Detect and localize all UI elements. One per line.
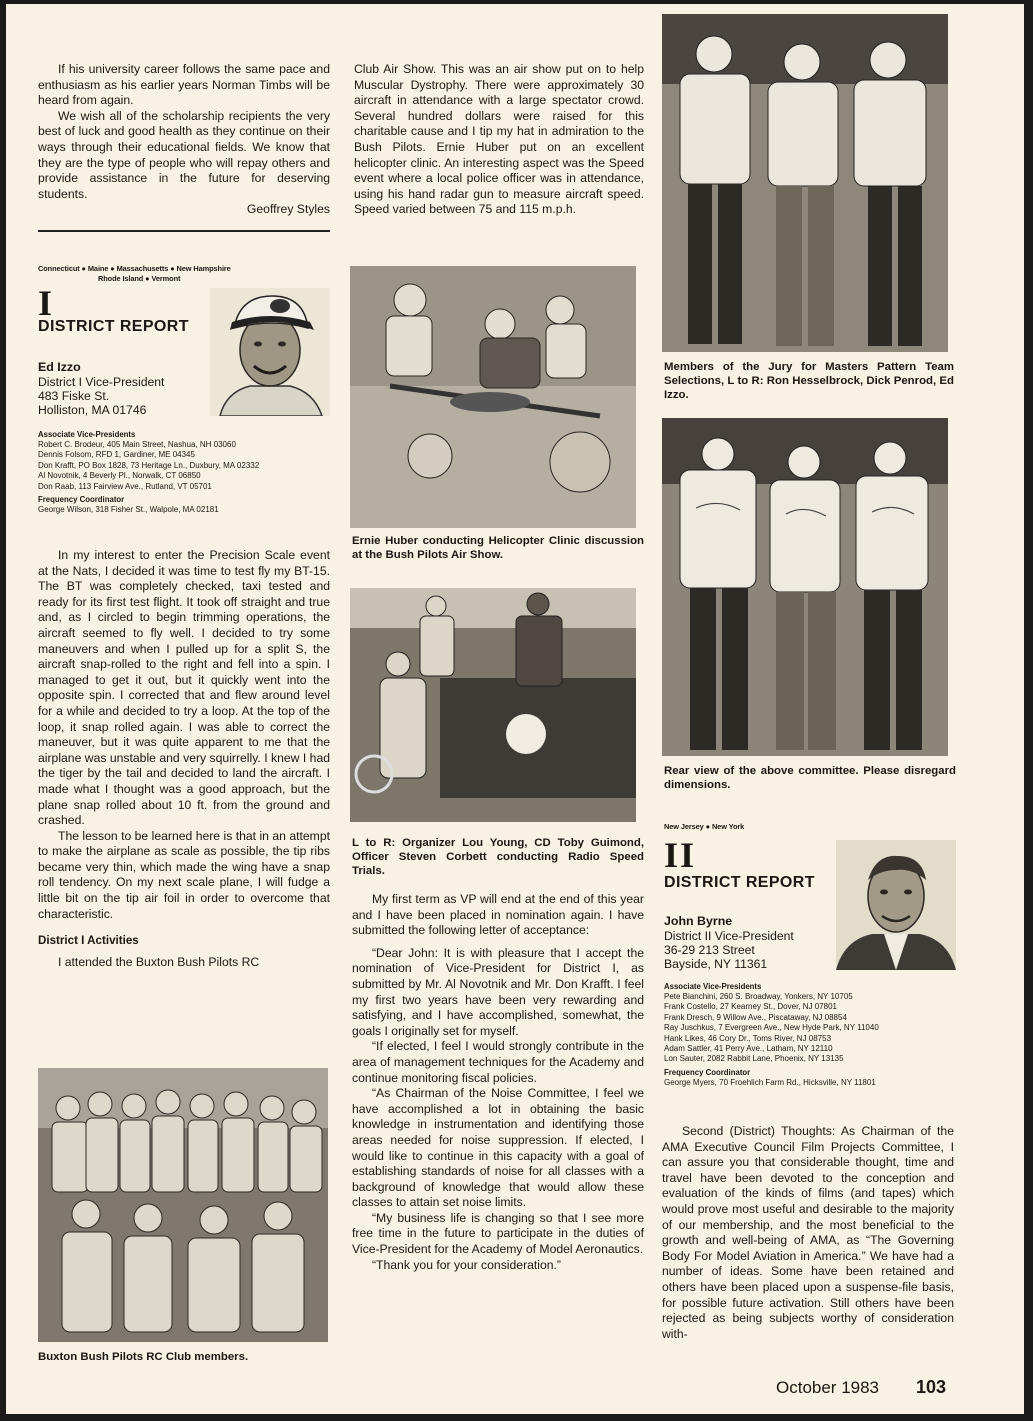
district2-states: New Jersey ● New York: [664, 822, 745, 831]
assoc-vp-line: Don Krafft, PO Box 1828, 73 Heritage Ln., Duxbury, MA 02332: [38, 460, 260, 470]
portrait-figure-icon: [210, 288, 330, 416]
club-caption-block: [38, 1350, 330, 1364]
intro-text: [38, 62, 330, 218]
assoc-vp-line: Ray Juschkus, 7 Evergreen Ave., New Hyde Park, NY 11040: [664, 1023, 879, 1033]
district2-vp-city: Bayside, NY 11361: [664, 957, 768, 971]
helicopter-clinic-photo: [350, 266, 636, 528]
district1-vp-title: District I Vice-President: [38, 375, 165, 389]
district1-vp-name: Ed Izzo: [38, 360, 81, 374]
district1-title: DISTRICT REPORT: [38, 318, 189, 335]
three-men-front-icon: [662, 14, 948, 352]
john-byrne-portrait: [836, 840, 956, 970]
assoc-vp-line: Dennis Folsom, RFD 1, Gardiner, ME 04345: [38, 450, 195, 460]
district2-article-paragraph: Second (District) Thoughts: As Chairman of the AMA Executive Council Film Projects Committee, I can assure you that considerable thought, time and travel have been devoted to the conception and evaluation of the kinds of films (and tapes) which would prove most useful and desirable to the majority of our membership, and the most beneficial to the growth and well-being of AMA, as “The Governing Body For Model Aviation in America.” We have had a number of ideas. Some have been retained and others have been placed upon a suspense-file basis, for possible future activation. Still others have been rejected as being subjects worthy of consideration with-: [662, 1124, 954, 1341]
letter-paragraph-2: “Dear John: It is with pleasure that I accept the nomination of Vice-President for District I, as submitted by Mr. Al Novotnik and Mr. Don Krafft. I feel my first two years have been very rewarding and satisfying, and I have accomplished, somewhat, the goals I originally set for myself.: [352, 945, 644, 1038]
assoc-vp-line: Pete Bianchini, 260 S. Broadway, Yonkers, NY 10705: [664, 992, 853, 1001]
district2-vp-block: [664, 914, 834, 971]
jury-rear-photo: [662, 418, 948, 756]
district1-associates: [38, 430, 338, 515]
radar-trials-icon: [350, 588, 636, 822]
helicopter-clinic-icon: [350, 266, 636, 528]
helicopter-photo-caption: Ernie Huber conducting Helicopter Clinic discussion at the Bush Pilots Air Show.: [352, 535, 644, 561]
district2-associates: [664, 982, 964, 1088]
district1-activities-heading: District I Activities: [38, 934, 139, 948]
airshow-paragraph: Club Air Show. This was an air show put on to help Muscular Dystrophy. There were approximately 30 aircraft in attendance with a large spectator crowd. Several hundred dollars were raised for this charitable cause and I tip my hat in admiration to the Bush Pilots. Ernie Huber put on an excellent helicopter clinic. An interesting aspect was the Speed event where a local police officer was in attendance, using his hand radar gun to measure aircraft speed. Speed varied between 75 and 115 m.p.h.: [354, 62, 644, 217]
letter-paragraph-4: “As Chairman of the Noise Committee, I feel we have accomplished a lot in obtaining the basic knowledge in instrumentation and identifying those areas needed for noise suppression. If elected, I would like to continue in this capacity with a goal of establishing standards of noise for all classes with a background of knowledge that would allow these classes to attain set noise limits.: [352, 1086, 644, 1210]
district2-freq-heading: Frequency Coordinator: [664, 1067, 751, 1077]
district1-freq-heading: Frequency Coordinator: [38, 495, 125, 505]
district2-numeral: II: [664, 835, 697, 875]
district1-freq-coordinator: George Wilson, 318 Fisher St., Walpole, MA 02181: [38, 505, 219, 515]
letter-paragraph-3: “If elected, I feel I would strongly contribute in the area of management techniques for the Academy and continue monitoring fiscal policies.: [352, 1039, 644, 1085]
acceptance-letter: [352, 892, 644, 1273]
district2-article: [662, 1124, 954, 1342]
district2-freq-coordinator: George Myers, 70 Froehlich Farm Rd., Hicksville, NY 11801: [664, 1077, 876, 1087]
district1-vp-street: 483 Fiske St.: [38, 389, 110, 403]
intro-paragraph-2: We wish all of the scholarship recipients the very best of luck and good health as they continue on their ways through their educational fields. We know that they are the type of people who will repay others and provide assistance in the future for deserving students.: [38, 108, 330, 201]
activities-paragraph: I attended the Buxton Bush Pilots RC: [58, 955, 260, 970]
letter-paragraph-5: “My business life is changing so that I see more free time in the future to participate in the duties of Vice-President for the Academy of Model Aeronautics.: [352, 1210, 644, 1257]
club-members-photo: [38, 1068, 328, 1342]
assoc-vp-line: Frank Costello, 27 Kearney St., Dover, NJ 07801: [664, 1002, 837, 1012]
radar-speed-photo: [350, 588, 636, 822]
jury-front-photo: [662, 14, 948, 352]
intro-paragraph-1: If his university career follows the same pace and enthusiasm as his earlier years Norman Timbs will be heard from again.: [38, 62, 330, 108]
district2-assoc-heading: Associate Vice-Presidents: [664, 982, 762, 991]
ed-izzo-portrait: [210, 288, 330, 416]
letter-paragraph-1: My first term as VP will end at the end of this year and I have been placed in nomination again. I have submitted the following letter of acceptance:: [352, 892, 644, 938]
radar-photo-caption: L to R: Organizer Lou Young, CD Toby Guimond, Officer Steven Corbett conducting Radio Speed Trials.: [352, 837, 644, 877]
article-paragraph-1: In my interest to enter the Precision Scale event at the Nats, I decided it was time to test fly my BT-15. The BT was completely checked, taxi tested and ready for its first test flight. It took off straight and true and, as I circled to begin trimming operations, the aircraft seemed to fly well. I decided to try some maneuvers and when I pulled up for a split S, the aircraft snap-rolled to the right and fell into a spin. I managed to get it out, but it quickly went into the opposite spin. I corrected that and flew around level for a while and decided to try a loop. At the top of the loop, it snap rolled again. I was able to correct the maneuver, but it was quite apparent to me that the airplane was unstable and very squirrelly. I knew I had the tiger by the tail and decided to land the aircraft. I made what I thought was a good approach, but the plane snap rolled about 10 ft. from the ground and crashed.: [38, 548, 330, 828]
author-signature: Geoffrey Styles: [246, 202, 330, 217]
assoc-vp-line: Al Novotnik, 4 Beverly Pl., Norwalk, CT 06850: [38, 471, 201, 481]
assoc-vp-line: Don Raab, 113 Fairview Ave., Rutland, VT 05701: [38, 481, 212, 491]
assoc-vp-line: Hank Likes, 46 Cory Dr., Toms River, NJ 08753: [664, 1033, 832, 1043]
article-paragraph-2: The lesson to be learned here is that in an attempt to make the airplane as scale as possible, the tip ribs became very thin, which made the wing have a snap roll tendency. On my next scale plane, I will fudge a little bit on the tip air foil in order to overcome that characteristic.: [38, 828, 330, 921]
district1-states-line1: Connecticut ● Maine ● Massachusetts ● New Hampshire: [38, 264, 231, 273]
district2-vp-title: District II Vice-President: [664, 929, 794, 943]
district1-assoc-heading: Associate Vice-Presidents: [38, 430, 136, 439]
assoc-vp-line: Lon Sauter, 2082 Rabbit Lane, Phoenix, NY 13135: [664, 1054, 844, 1064]
group-people-icon: [38, 1068, 328, 1342]
district2-title: DISTRICT REPORT: [664, 874, 815, 891]
district1-vp-block: [38, 360, 208, 417]
portrait-figure-icon: [836, 840, 956, 970]
district1-numeral: I: [38, 283, 55, 323]
assoc-vp-line: Robert C. Brodeur, 405 Main Street, Nashua, NH 03060: [38, 440, 236, 449]
district1-states: [38, 264, 298, 284]
airshow-text: [354, 62, 644, 218]
district1-vp-city: Holliston, MA 01746: [38, 403, 147, 417]
helicopter-caption-block: [352, 534, 644, 562]
district2-vp-street: 36-29 213 Street: [664, 943, 755, 957]
jury-photo-caption: Members of the Jury for Masters Pattern Team Selections, L to R: Ron Hesselbrock, Dick Penrod, Ed Izzo.: [664, 361, 954, 401]
three-men-rear-icon: [662, 418, 948, 756]
district2-vp-name: John Byrne: [664, 914, 733, 928]
issue-date: October 1983: [776, 1378, 880, 1397]
district1-states-line2: Rhode Island ● Vermont: [98, 274, 181, 283]
jury-caption-block: [664, 360, 954, 402]
district1-article: [38, 548, 330, 971]
rear-caption-block: [664, 764, 956, 792]
radar-caption-block: [352, 836, 644, 878]
section-divider: [38, 230, 330, 232]
magazine-page: [6, 4, 1024, 1414]
club-photo-caption: Buxton Bush Pilots RC Club members.: [38, 1351, 249, 1363]
rear-photo-caption: Rear view of the above committee. Please disregard dimensions.: [664, 765, 956, 791]
page-number: 103: [916, 1377, 947, 1397]
assoc-vp-line: Adam Sattler, 41 Perry Ave., Latham, NY 12110: [664, 1044, 833, 1054]
letter-paragraph-6: “Thank you for your consideration.”: [372, 1257, 561, 1272]
assoc-vp-line: Frank Dresch, 9 Willow Ave., Piscataway, NJ 08854: [664, 1012, 847, 1022]
